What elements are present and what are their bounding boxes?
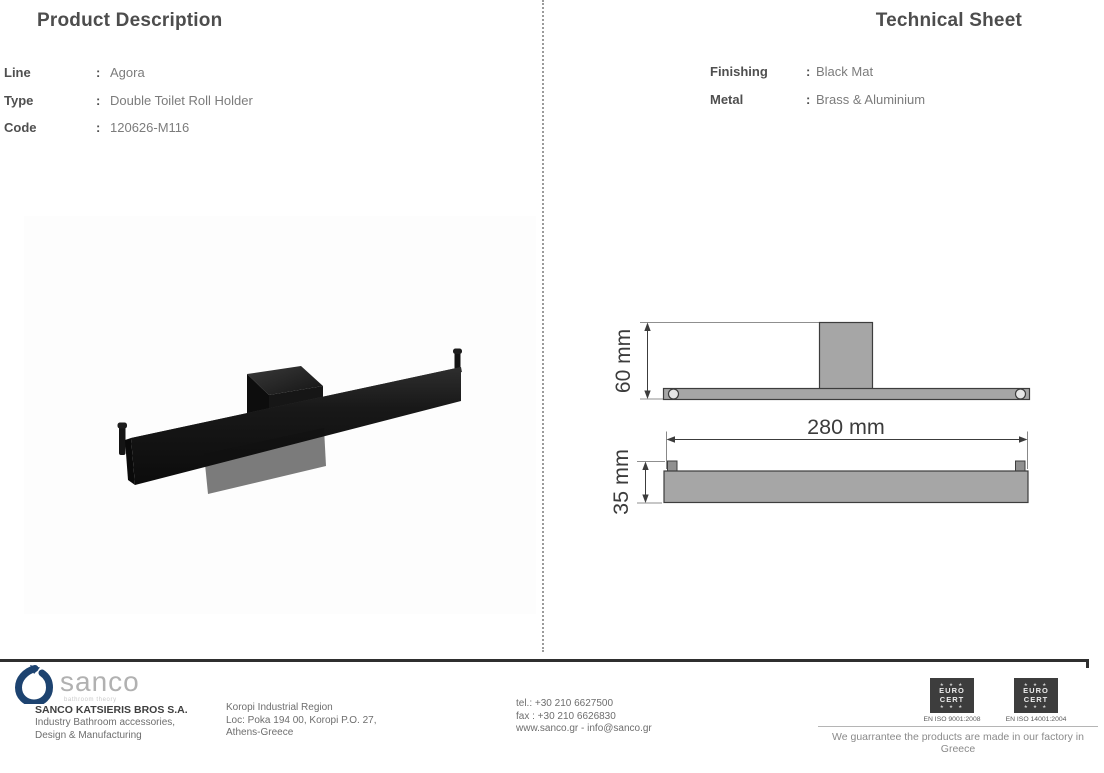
guarantee-note: We guarrantee the products are made in our factory in Greece [818,726,1098,755]
logo-wordmark: sanco [60,666,140,697]
logo-tagline: bathroom theory [64,697,117,703]
spec-separator: : [96,93,101,108]
fax-line: fax : +30 210 6626830 [516,710,616,722]
address-line: Athens-Greece [226,727,294,738]
eurocert-badge-iso14001 [1014,678,1058,713]
footer-divider-tick [1086,659,1089,668]
arrowhead-up-icon [642,462,648,471]
phone-line: tel.: +30 210 6627500 [516,698,614,709]
company-line: Industry Bathroom accessories, [35,717,176,728]
spec-value: Black Mat [816,64,874,79]
address-line: Loc: Poka 194 00, Koropi P.O. 27, [226,714,377,726]
badge-text: EURO [939,686,965,695]
dimension-drawing [608,310,1050,515]
arrowhead-down-icon [644,391,650,400]
address-line: Koropi Industrial Region [226,702,333,713]
technical-sheet-title: Technical Sheet [875,10,1022,31]
spec-value: Agora [110,65,145,80]
arrowhead-down-icon [642,495,648,504]
badge-stars-icon: ★ ★ ★ [1023,704,1049,709]
product-photo [24,216,536,614]
sanco-logo [14,664,194,704]
technical-drawing [608,310,1050,515]
spec-label: Code [4,120,37,135]
product-photo-illustration [24,216,536,614]
web-email-line: www.sanco.gr - info@sanco.gr [516,723,652,734]
spec-separator: : [96,65,101,80]
spec-row-metal [0,92,1104,108]
spec-separator: : [806,92,811,107]
iso-9001-caption: EN ISO 9001:2008 [923,716,981,723]
sanco-drop-icon [14,664,54,704]
spec-label: Finishing [710,64,768,79]
page-title: Product Description [37,10,223,31]
badge-text: EURO [1023,686,1049,695]
badge-text: CERT [1023,694,1049,704]
iso-14001-caption: EN ISO 14001:2004 [1005,716,1067,723]
footer-divider [0,659,1089,662]
company-name: SANCO KATSIERIS BROS S.A. [35,704,188,716]
spec-value: Brass & Aluminium [816,92,926,107]
spec-value: 120626-M116 [110,120,190,135]
depth-dimension-label: 35 mm [609,449,633,515]
footer-address [226,702,376,740]
badge-stars-icon: ★ ★ ★ [1023,682,1049,687]
spec-row-finishing [0,64,1104,80]
spec-row-code [0,120,1104,136]
eurocert-badge-iso9001 [930,678,974,713]
spec-label: Type [4,93,34,108]
badge-text: CERT [939,694,965,704]
badge-stars-icon: ★ ★ ★ [939,682,965,687]
height-dimension-label: 60 mm [612,328,635,394]
arrowhead-left-icon [667,436,676,442]
badge-stars-icon: ★ ★ ★ [939,704,965,709]
footer-company-info [35,704,188,742]
width-dimension-label: 280 mm [807,415,885,439]
spec-label: Line [4,65,31,80]
company-line: Design & Manufacturing [35,729,142,741]
vertical-divider [542,0,544,652]
arrowhead-right-icon [1019,436,1028,442]
spec-label: Metal [710,92,744,107]
spec-separator: : [806,64,811,79]
footer-contact [516,698,652,736]
spec-separator: : [96,120,101,135]
spec-value: Double Toilet Roll Holder [110,93,253,108]
arrowhead-up-icon [644,323,650,332]
